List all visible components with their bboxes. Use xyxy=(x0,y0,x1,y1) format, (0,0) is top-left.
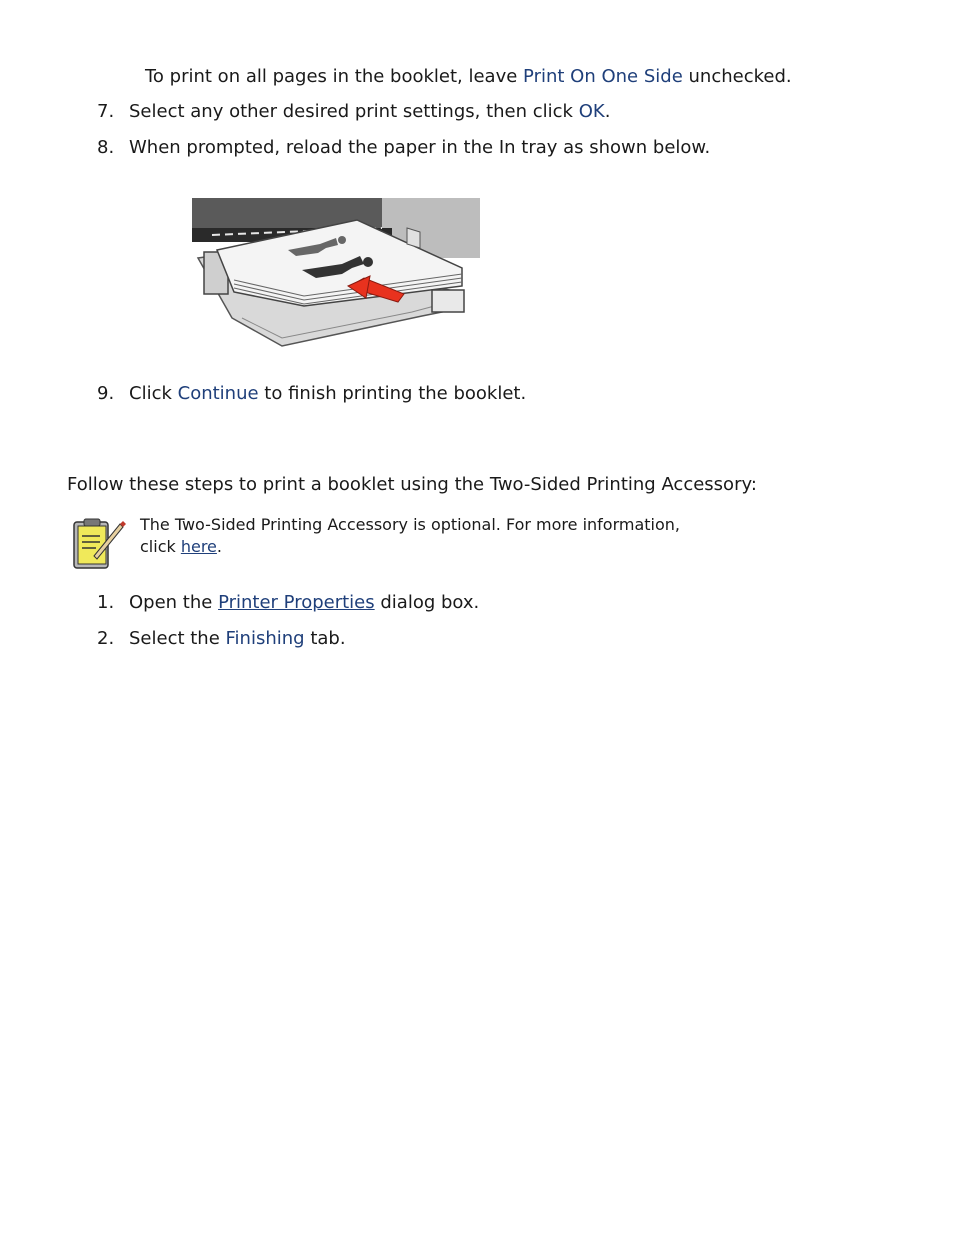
step-text: Open the xyxy=(129,592,219,613)
clipboard-paper xyxy=(78,526,106,564)
step-7 xyxy=(97,101,610,122)
step-text: Select the xyxy=(129,628,226,649)
step-8 xyxy=(97,137,710,158)
print-all-paragraph xyxy=(145,66,792,87)
finishing-tab-reference: Finishing xyxy=(225,628,305,649)
right-paper-guide xyxy=(407,228,420,248)
step-number: 9. xyxy=(97,383,115,404)
intro-paragraph: Follow these steps to print a booklet using the Two-Sided Printing Accessory: xyxy=(67,474,757,495)
step-text: When prompted, reload the paper in the In tray as shown below. xyxy=(129,137,711,158)
note-clipboard-icon xyxy=(70,516,126,572)
step-text: Click xyxy=(129,383,178,404)
ok-button-reference: OK xyxy=(578,101,605,122)
step-2 xyxy=(97,628,346,649)
continue-button-reference: Continue xyxy=(177,383,259,404)
step-text: . xyxy=(604,101,611,122)
note-line-1: The Two-Sided Printing Accessory is optional. For more information, xyxy=(140,515,681,534)
step-number: 7. xyxy=(97,101,115,122)
step-1 xyxy=(97,592,479,613)
step-number: 8. xyxy=(97,137,115,158)
paragraph-text: To print on all pages in the booklet, leave xyxy=(145,66,524,87)
step-text: Select any other desired print settings, then click xyxy=(129,101,579,122)
step-number: 2. xyxy=(97,628,115,649)
step-text: to finish printing the booklet. xyxy=(258,383,527,404)
paragraph-text: unchecked. xyxy=(682,66,792,87)
note-text: . xyxy=(216,537,222,556)
note-text: click xyxy=(140,537,181,556)
printer-properties-link[interactable]: Printer Properties xyxy=(218,592,375,613)
step-9 xyxy=(97,383,526,404)
step-number: 1. xyxy=(97,592,115,613)
printer-tray-illustration xyxy=(192,198,480,348)
here-link[interactable]: here xyxy=(180,537,217,556)
step-text: dialog box. xyxy=(374,592,480,613)
note-line-2 xyxy=(140,536,222,558)
tray-extension xyxy=(432,290,464,312)
clipboard-clip xyxy=(84,519,100,526)
print-on-one-side-option: Print On One Side xyxy=(523,66,683,87)
step-text: tab. xyxy=(304,628,346,649)
